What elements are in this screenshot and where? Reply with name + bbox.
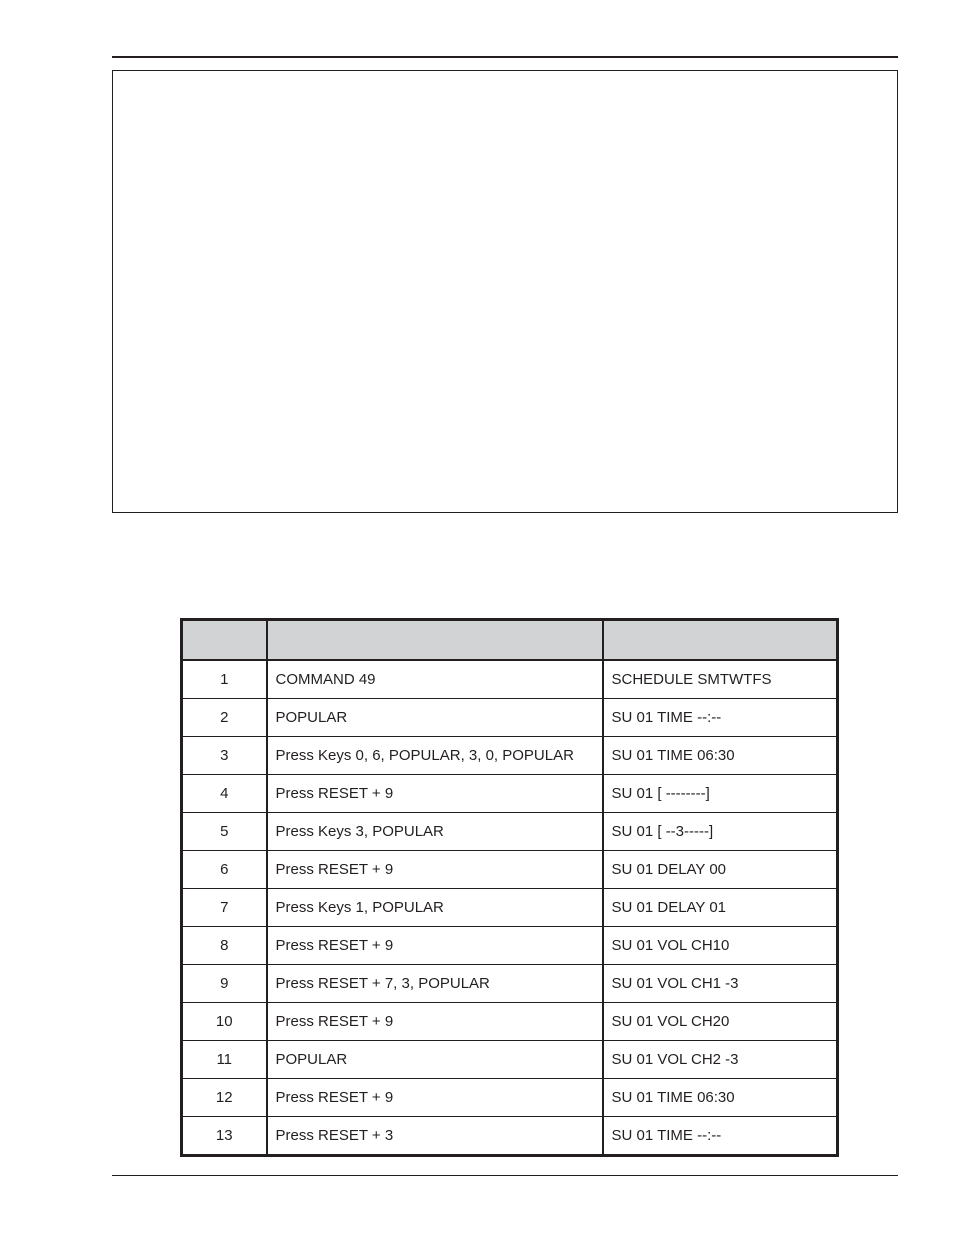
step-display: SU 01 TIME --:--	[603, 699, 838, 737]
table-row	[182, 699, 838, 737]
step-display: SU 01 TIME 06:30	[603, 737, 838, 775]
step-display: SU 01 TIME 06:30	[603, 1079, 838, 1117]
table-row	[182, 889, 838, 927]
step-action: Press RESET + 3	[267, 1117, 603, 1156]
step-display: SU 01 VOL CH1 -3	[603, 965, 838, 1003]
step-action: Press Keys 1, POPULAR	[267, 889, 603, 927]
step-action: Press RESET + 7, 3, POPULAR	[267, 965, 603, 1003]
step-action: Press RESET + 9	[267, 851, 603, 889]
step-number: 3	[182, 737, 267, 775]
step-number: 11	[182, 1041, 267, 1079]
table-row	[182, 1003, 838, 1041]
step-number: 5	[182, 813, 267, 851]
step-number: 10	[182, 1003, 267, 1041]
step-action: COMMAND 49	[267, 660, 603, 699]
step-number: 6	[182, 851, 267, 889]
table-header-row	[182, 620, 838, 661]
header-rule	[112, 56, 898, 58]
step-display: SU 01 [ --3-----]	[603, 813, 838, 851]
step-number: 4	[182, 775, 267, 813]
step-action: Press RESET + 9	[267, 927, 603, 965]
step-action: Press Keys 0, 6, POPULAR, 3, 0, POPULAR	[267, 737, 603, 775]
step-display: SCHEDULE SMTWTFS	[603, 660, 838, 699]
table-row	[182, 660, 838, 699]
step-number: 12	[182, 1079, 267, 1117]
table-row	[182, 851, 838, 889]
table-row	[182, 737, 838, 775]
table-row	[182, 965, 838, 1003]
step-number: 8	[182, 927, 267, 965]
table-row	[182, 927, 838, 965]
header-display	[603, 620, 838, 661]
table-row	[182, 1041, 838, 1079]
step-display: SU 01 DELAY 00	[603, 851, 838, 889]
table-row	[182, 775, 838, 813]
step-display: SU 01 DELAY 01	[603, 889, 838, 927]
table-row	[182, 1117, 838, 1156]
step-action: Press RESET + 9	[267, 1003, 603, 1041]
header-step	[182, 620, 267, 661]
footer-rule	[112, 1175, 898, 1176]
step-display: SU 01 [ --------]	[603, 775, 838, 813]
step-action: Press RESET + 9	[267, 775, 603, 813]
step-number: 7	[182, 889, 267, 927]
step-action: POPULAR	[267, 699, 603, 737]
step-display: SU 01 VOL CH10	[603, 927, 838, 965]
table-row	[182, 1079, 838, 1117]
table-row	[182, 813, 838, 851]
step-display: SU 01 VOL CH20	[603, 1003, 838, 1041]
step-number: 9	[182, 965, 267, 1003]
step-number: 2	[182, 699, 267, 737]
step-display: SU 01 TIME --:--	[603, 1117, 838, 1156]
table-body	[182, 660, 838, 1156]
blank-figure-box	[112, 70, 898, 513]
step-action: Press RESET + 9	[267, 1079, 603, 1117]
step-number: 1	[182, 660, 267, 699]
step-action: Press Keys 3, POPULAR	[267, 813, 603, 851]
header-action	[267, 620, 603, 661]
step-action: POPULAR	[267, 1041, 603, 1079]
step-number: 13	[182, 1117, 267, 1156]
programming-steps-table	[180, 618, 839, 1157]
step-display: SU 01 VOL CH2 -3	[603, 1041, 838, 1079]
